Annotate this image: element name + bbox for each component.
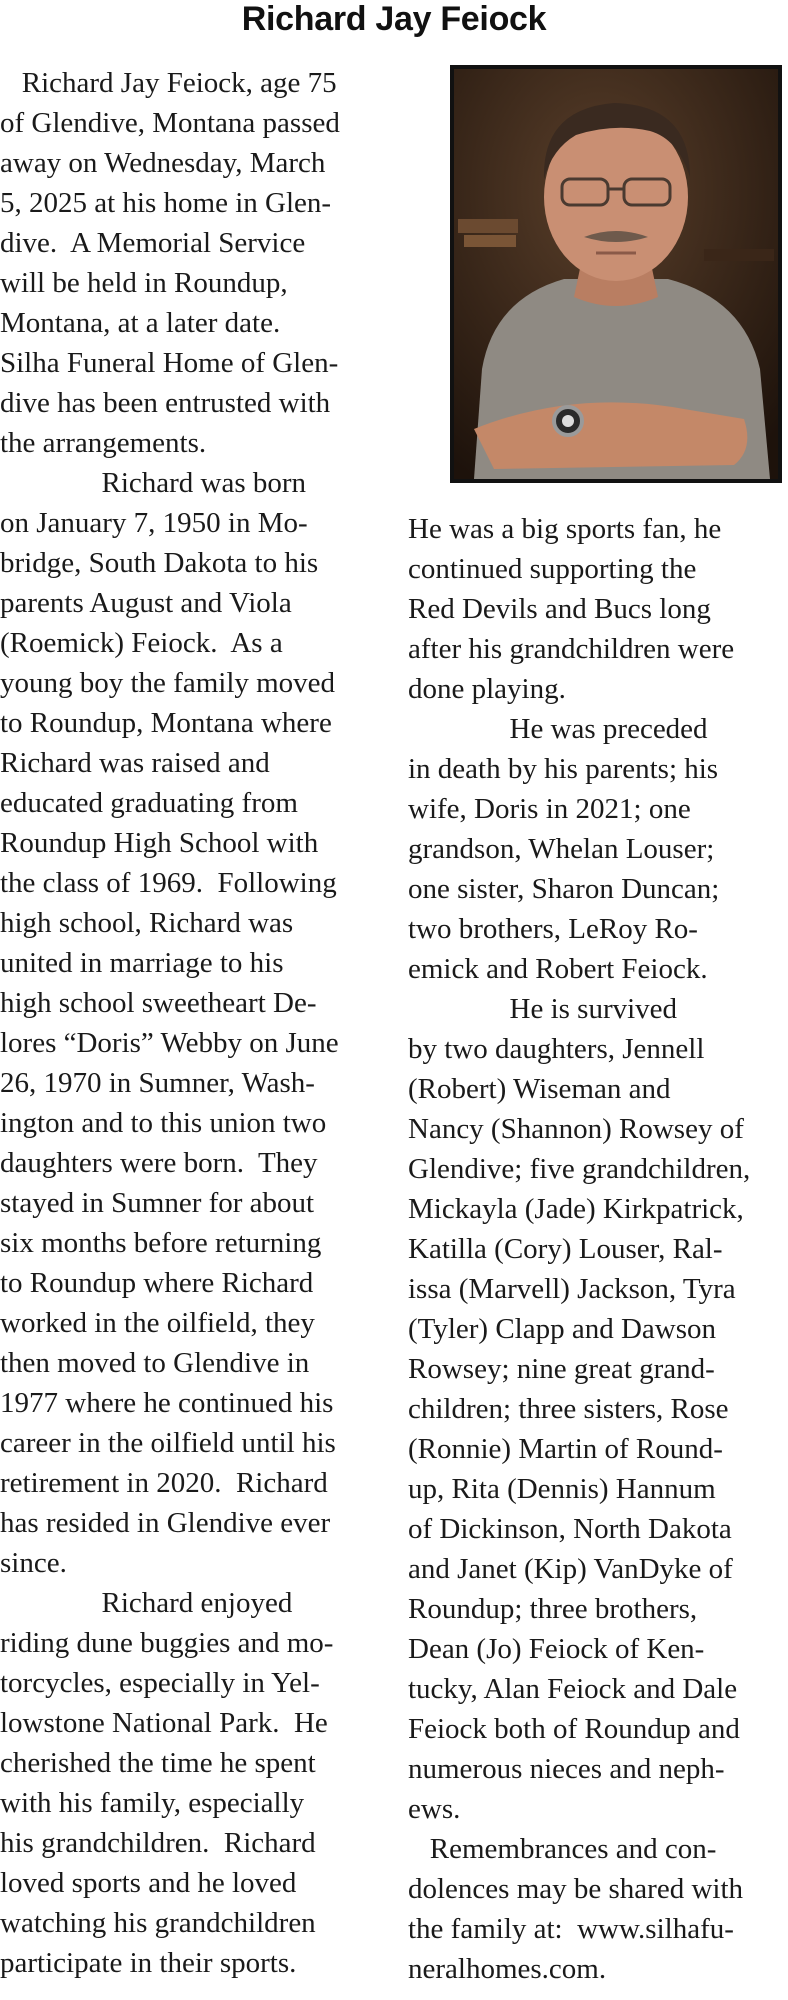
text-line: Feiock both of Roundup and [408, 1713, 740, 1745]
text-line: with his family, especially [0, 1787, 305, 1819]
text-line: He was preceded [408, 713, 708, 745]
text-line: retirement in 2020. Richard [0, 1467, 328, 1499]
text-line: 5, 2025 at his home in Glen- [0, 187, 332, 219]
paragraph-hobbies [0, 1583, 380, 1983]
text-line: He is survived [408, 993, 678, 1025]
right-column [408, 509, 788, 1989]
text-line: and Janet (Kip) VanDyke of [408, 1553, 733, 1585]
text-line: Richard enjoyed [0, 1587, 293, 1619]
text-line: educated graduating from [0, 787, 298, 819]
text-line: Dean (Jo) Feiock of Ken- [408, 1633, 705, 1665]
text-line: Roundup High School with [0, 827, 319, 859]
text-line: emick and Robert Feiock. [408, 953, 708, 985]
text-line: children; three sisters, Rose [408, 1393, 729, 1425]
text-line: after his grandchildren were [408, 633, 735, 665]
text-line: grandson, Whelan Louser; [408, 833, 715, 865]
text-line: (Roemick) Feiock. As a [0, 627, 283, 659]
text-line: ington and to this union two [0, 1107, 327, 1139]
text-line: neralhomes.com. [408, 1953, 607, 1985]
text-line: since. [0, 1547, 67, 1579]
text-line: away on Wednesday, March [0, 147, 326, 179]
text-line: on January 7, 1950 in Mo- [0, 507, 308, 539]
text-line: 26, 1970 in Sumner, Wash- [0, 1067, 315, 1099]
text-line: cherished the time he spent [0, 1747, 316, 1779]
text-line: Richard Jay Feiock, age 75 [0, 67, 337, 99]
text-line: He was a big sports fan, he [408, 513, 722, 545]
text-line: two brothers, LeRoy Ro- [408, 913, 698, 945]
text-line: six months before returning [0, 1227, 322, 1259]
text-line: the arrangements. [0, 427, 207, 459]
text-line: riding dune buggies and mo- [0, 1627, 334, 1659]
text-line: high school, Richard was [0, 907, 294, 939]
text-line: worked in the oilfield, they [0, 1307, 315, 1339]
left-column [0, 63, 380, 1983]
text-line: ews. [408, 1793, 461, 1825]
portrait-photo [450, 65, 782, 483]
text-line: parents August and Viola [0, 587, 292, 619]
text-line: Rowsey; nine great grand- [408, 1353, 715, 1385]
text-line: Katilla (Cory) Louser, Ral- [408, 1233, 723, 1265]
text-line: one sister, Sharon Duncan; [408, 873, 720, 905]
text-line: Remembrances and con- [408, 1833, 717, 1865]
text-line: Mickayla (Jade) Kirkpatrick, [408, 1193, 744, 1225]
paragraph-biography [0, 463, 380, 1583]
text-line: dive. A Memorial Service [0, 227, 306, 259]
text-line: will be held in Roundup, [0, 267, 288, 299]
text-line: united in marriage to his [0, 947, 284, 979]
paragraph-survived [408, 989, 788, 1829]
text-line: Nancy (Shannon) Rowsey of [408, 1113, 744, 1145]
text-line: of Dickinson, North Dakota [408, 1513, 732, 1545]
text-line: (Robert) Wiseman and [408, 1073, 671, 1105]
text-line: watching his grandchildren [0, 1907, 316, 1939]
text-line: continued supporting the [408, 553, 697, 585]
text-line: by two daughters, Jennell [408, 1033, 705, 1065]
obituary-title: Richard Jay Feiock [241, 0, 547, 38]
text-line: stayed in Sumner for about [0, 1187, 315, 1219]
paragraph-remembrances [408, 1829, 788, 1989]
text-line: tucky, Alan Feiock and Dale [408, 1673, 738, 1705]
text-line: Roundup; three brothers, [408, 1593, 698, 1625]
text-line: has resided in Glendive ever [0, 1507, 331, 1539]
text-line: dive has been entrusted with [0, 387, 331, 419]
text-line: high school sweetheart De- [0, 987, 317, 1019]
text-line: dolences may be shared with [408, 1873, 744, 1905]
text-line: Richard was raised and [0, 747, 270, 779]
text-line: daughters were born. They [0, 1147, 318, 1179]
text-line: wife, Doris in 2021; one [408, 793, 691, 825]
text-line: to Roundup, Montana where [0, 707, 332, 739]
text-line: Red Devils and Bucs long [408, 593, 711, 625]
text-line: (Tyler) Clapp and Dawson [408, 1313, 717, 1345]
text-line: Richard was born [0, 467, 307, 499]
text-line: in death by his parents; his [408, 753, 719, 785]
text-line: torcycles, especially in Yel- [0, 1667, 320, 1699]
text-line: up, Rita (Dennis) Hannum [408, 1473, 716, 1505]
text-line: Montana, at a later date. [0, 307, 281, 339]
text-line: (Ronnie) Martin of Round- [408, 1433, 723, 1465]
text-line: lores “Doris” Webby on June [0, 1027, 339, 1059]
text-line: career in the oilfield until his [0, 1427, 336, 1459]
text-line: done playing. [408, 673, 566, 705]
portrait-photo-icon [454, 69, 778, 479]
text-line: to Roundup where Richard [0, 1267, 314, 1299]
paragraph-sports [408, 509, 788, 709]
text-line: lowstone National Park. He [0, 1707, 328, 1739]
text-line: Glendive; five grandchildren, [408, 1153, 751, 1185]
text-line: his grandchildren. Richard [0, 1827, 316, 1859]
text-line: issa (Marvell) Jackson, Tyra [408, 1273, 736, 1305]
text-line: numerous nieces and neph- [408, 1753, 725, 1785]
text-line: young boy the family moved [0, 667, 336, 699]
text-line: loved sports and he loved [0, 1867, 297, 1899]
paragraph-announcement [0, 63, 380, 463]
paragraph-preceded [408, 709, 788, 989]
text-line: the class of 1969. Following [0, 867, 337, 899]
text-line: bridge, South Dakota to his [0, 547, 319, 579]
text-line: Silha Funeral Home of Glen- [0, 347, 339, 379]
text-line: 1977 where he continued his [0, 1387, 334, 1419]
text-line: then moved to Glendive in [0, 1347, 310, 1379]
text-line: of Glendive, Montana passed [0, 107, 340, 139]
text-line: the family at: www.silhafu- [408, 1913, 734, 1945]
text-line: participate in their sports. [0, 1947, 297, 1979]
